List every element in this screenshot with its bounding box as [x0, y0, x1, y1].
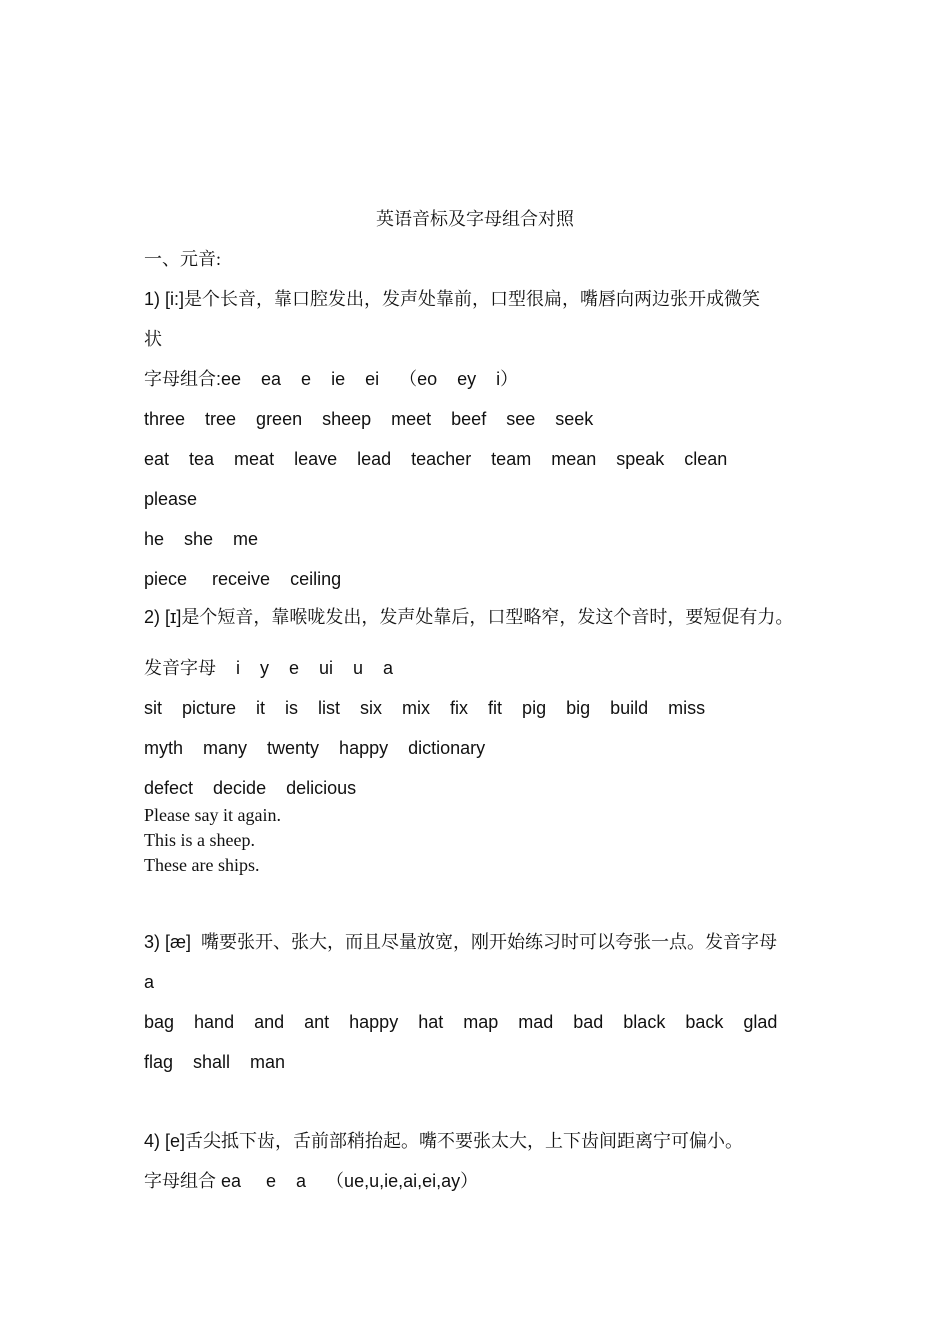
section-heading: 一、元音:	[144, 249, 222, 269]
example-sentence: This is a sheep.	[144, 830, 255, 850]
vowel-2-word-list: myth many twenty happy dictionary	[144, 738, 486, 758]
vowel-3-word-list: flag shall man	[144, 1052, 286, 1072]
vowel-1-word-list: piece receive ceiling	[144, 569, 342, 589]
vowel-4-letter-combinations: 字母组合 ea e a （ue,u,ie,ai,ei,ay）	[144, 1171, 479, 1191]
vowel-3-description: 3) [æ] 嘴要张开、张大，而且尽量放宽，刚开始练习时可以夸张一点。发音字母	[144, 932, 778, 952]
vowel-2-word-list: sit picture it is list six mix fix fit pig big build miss	[144, 698, 706, 718]
vowel-2-description: 2) [ɪ]是个短音，靠喉咙发出，发声处靠后，口型略窄，发这个音时，要短促有力。	[144, 607, 794, 627]
vowel-1-word-list: he she me	[144, 529, 259, 549]
vowel-1-word-list: three tree green sheep meet beef see seek	[144, 409, 594, 429]
vowel-2-letters: 发音字母 i y e ui u a	[144, 658, 394, 678]
vowel-4-description: 4) [e]舌尖抵下齿，舌前部稍抬起。嘴不要张太大，上下齿间距离宁可偏小。	[144, 1131, 744, 1151]
vowel-1-word-list: please	[144, 489, 198, 509]
vowel-1-description: 1) [i:]是个长音，靠口腔发出，发声处靠前，口型很扁，嘴唇向两边张开成微笑	[144, 289, 761, 309]
vowel-1-description-cont: 状	[144, 329, 162, 349]
vowel-2-word-list: defect decide delicious	[144, 778, 357, 798]
vowel-1-letter-combinations: 字母组合:ee ea e ie ei （eo ey i）	[144, 369, 519, 389]
example-sentence: Please say it again.	[144, 805, 281, 825]
vowel-3-description-cont: a	[144, 972, 155, 992]
vowel-1-word-list: eat tea meat leave lead teacher team mean speak clean	[144, 449, 728, 469]
example-sentence: These are ships.	[144, 855, 260, 875]
vowel-3-word-list: bag hand and ant happy hat map mad bad black back glad	[144, 1012, 778, 1032]
page-title: 英语音标及字母组合对照	[376, 209, 574, 229]
